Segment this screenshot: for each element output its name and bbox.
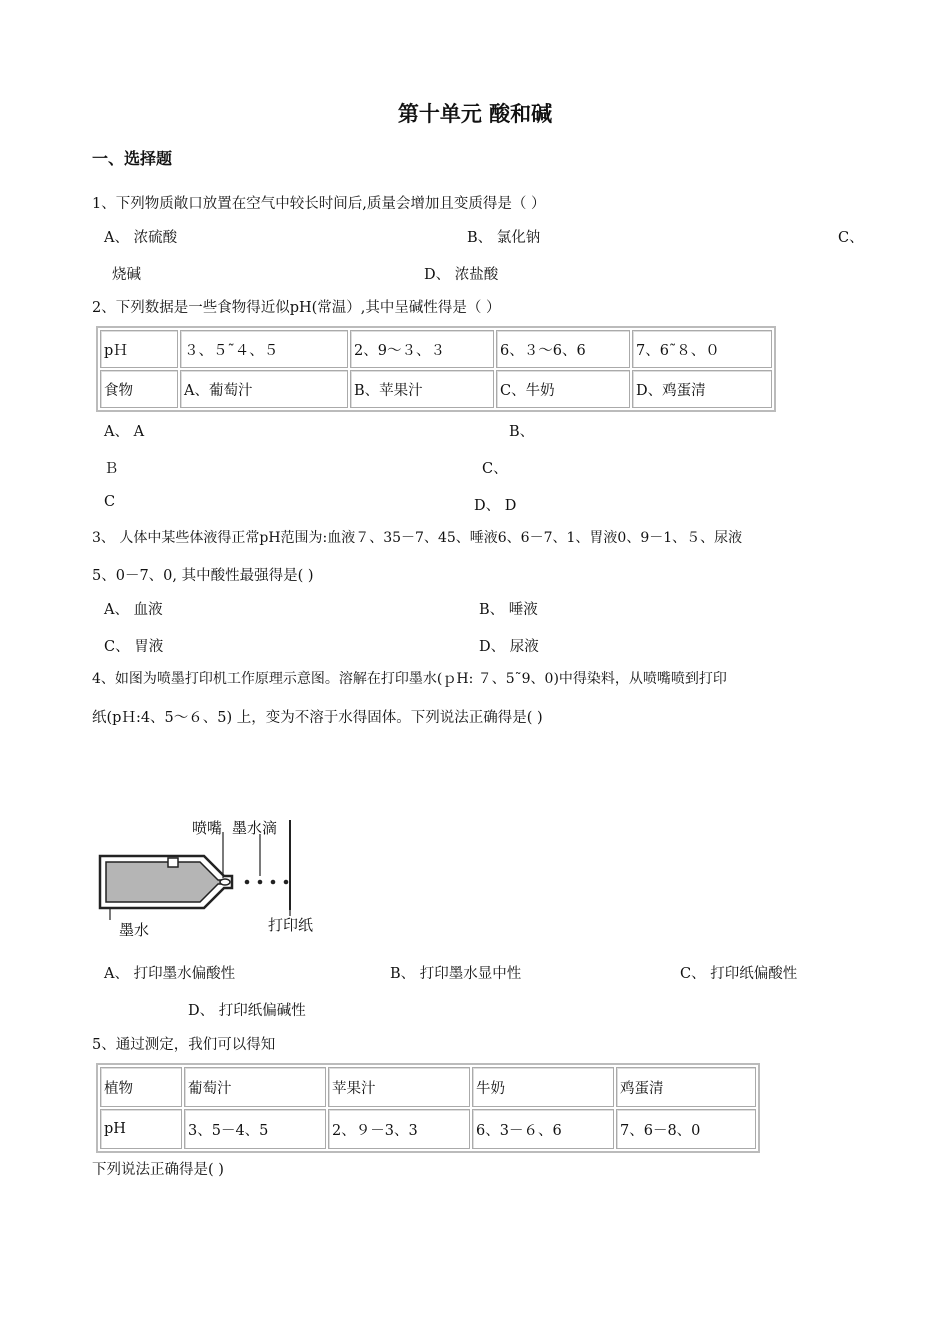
ink-drop-4	[284, 880, 289, 885]
q4-stem-line2: 纸(pＨ:4、5～６、5) 上，变为不溶于水得固体。下列说法正确得是( )	[92, 710, 543, 726]
q2-option-c: C、	[482, 461, 508, 477]
q1-option-c-text: 烧碱	[112, 267, 141, 283]
q4-option-d: D、 打印纸偏碱性	[188, 1003, 306, 1019]
q2-ph-table	[96, 326, 776, 412]
q5-cell: 鸡蛋清	[616, 1067, 756, 1107]
printer-diagram	[92, 812, 332, 942]
q5-cell: 牛奶	[472, 1067, 614, 1107]
ink-drop-3	[271, 880, 276, 885]
q3-stem-line1: 3、 人体中某些体液得正常pH范围为:血液７、35－7、45、唾液6、6－7、1、胃液0、9－1、５、尿液	[92, 530, 743, 546]
q2-cell: 2、9～３、３	[350, 330, 494, 368]
q3-option-a: A、 血液	[104, 602, 163, 618]
q2-option-b: B、	[509, 424, 535, 440]
ink-drop-2	[258, 880, 263, 885]
q2-cell: 7、6˜８、０	[632, 330, 772, 368]
section-heading: 一、选择题	[92, 149, 173, 168]
q5-cell: pH	[100, 1109, 182, 1149]
q5-cell: 6、3－６、6	[472, 1109, 614, 1149]
q2-option-a: A、 A	[104, 424, 145, 440]
q2-cell: A、葡萄汁	[180, 370, 348, 408]
q2-cell: C、牛奶	[496, 370, 630, 408]
q5-cell: 苹果汁	[328, 1067, 470, 1107]
ink-drop-label: 墨水滴	[232, 819, 278, 837]
q4-option-b: B、 打印墨水显中性	[390, 966, 522, 982]
q2-cell: pＨ	[100, 330, 178, 368]
q3-option-d: D、 尿液	[479, 639, 539, 655]
ink-label: 墨水	[119, 921, 150, 939]
q2-cell: ３、５˜４、５	[180, 330, 348, 368]
q1-option-d: D、 浓盐酸	[424, 267, 499, 283]
q2-cell: 6、３～6、6	[496, 330, 630, 368]
q1-stem: 1、下列物质敞口放置在空气中较长时间后,质量会增加且变质得是（ ）	[92, 196, 546, 212]
page-title: 第十单元 酸和碱	[397, 102, 553, 126]
ink-drop-1	[245, 880, 250, 885]
q4-option-c: C、 打印纸偏酸性	[680, 966, 798, 982]
q2-option-c-text: C	[104, 494, 116, 510]
q1-option-a: A、 浓硫酸	[104, 230, 178, 246]
q4-option-a: A、 打印墨水偏酸性	[104, 966, 236, 982]
q3-option-b: B、 唾液	[479, 602, 538, 618]
q5-cell: 3、5－4、5	[184, 1109, 326, 1149]
q4-stem-line1: 4、如图为喷墨打印机工作原理示意图。溶解在打印墨水(ｐH: ７、5˜9、0)中得染料，从喷嘴喷到打印	[92, 671, 727, 687]
q3-stem-line2: 5、0－7、0, 其中酸性最强得是( )	[92, 568, 314, 584]
q5-cell: 葡萄汁	[184, 1067, 326, 1107]
nozzle-label: 喷嘴	[192, 819, 223, 837]
q2-cell: D、鸡蛋清	[632, 370, 772, 408]
q5-cell: 植物	[100, 1067, 182, 1107]
q5-ph-table	[96, 1063, 760, 1153]
q5-followup: 下列说法正确得是( )	[92, 1162, 224, 1178]
q5-stem: 5、通过测定，我们可以得知	[92, 1037, 276, 1053]
q2-cell: 食物	[100, 370, 178, 408]
q1-option-c: C、	[838, 230, 864, 246]
q5-cell: 2、９－3、3	[328, 1109, 470, 1149]
paper-label: 打印纸	[268, 916, 314, 934]
q1-option-b: B、 氯化钠	[467, 230, 541, 246]
q2-stem: 2、下列数据是一些食物得近似pH(常温）,其中呈碱性得是（ ）	[92, 300, 501, 316]
q2-option-b-text: Ｂ	[104, 461, 119, 477]
q5-cell: 7、6－8、0	[616, 1109, 756, 1149]
q2-option-d: D、 D	[474, 498, 517, 514]
q3-option-c: C、 胃液	[104, 639, 164, 655]
q2-cell: B、苹果汁	[350, 370, 494, 408]
